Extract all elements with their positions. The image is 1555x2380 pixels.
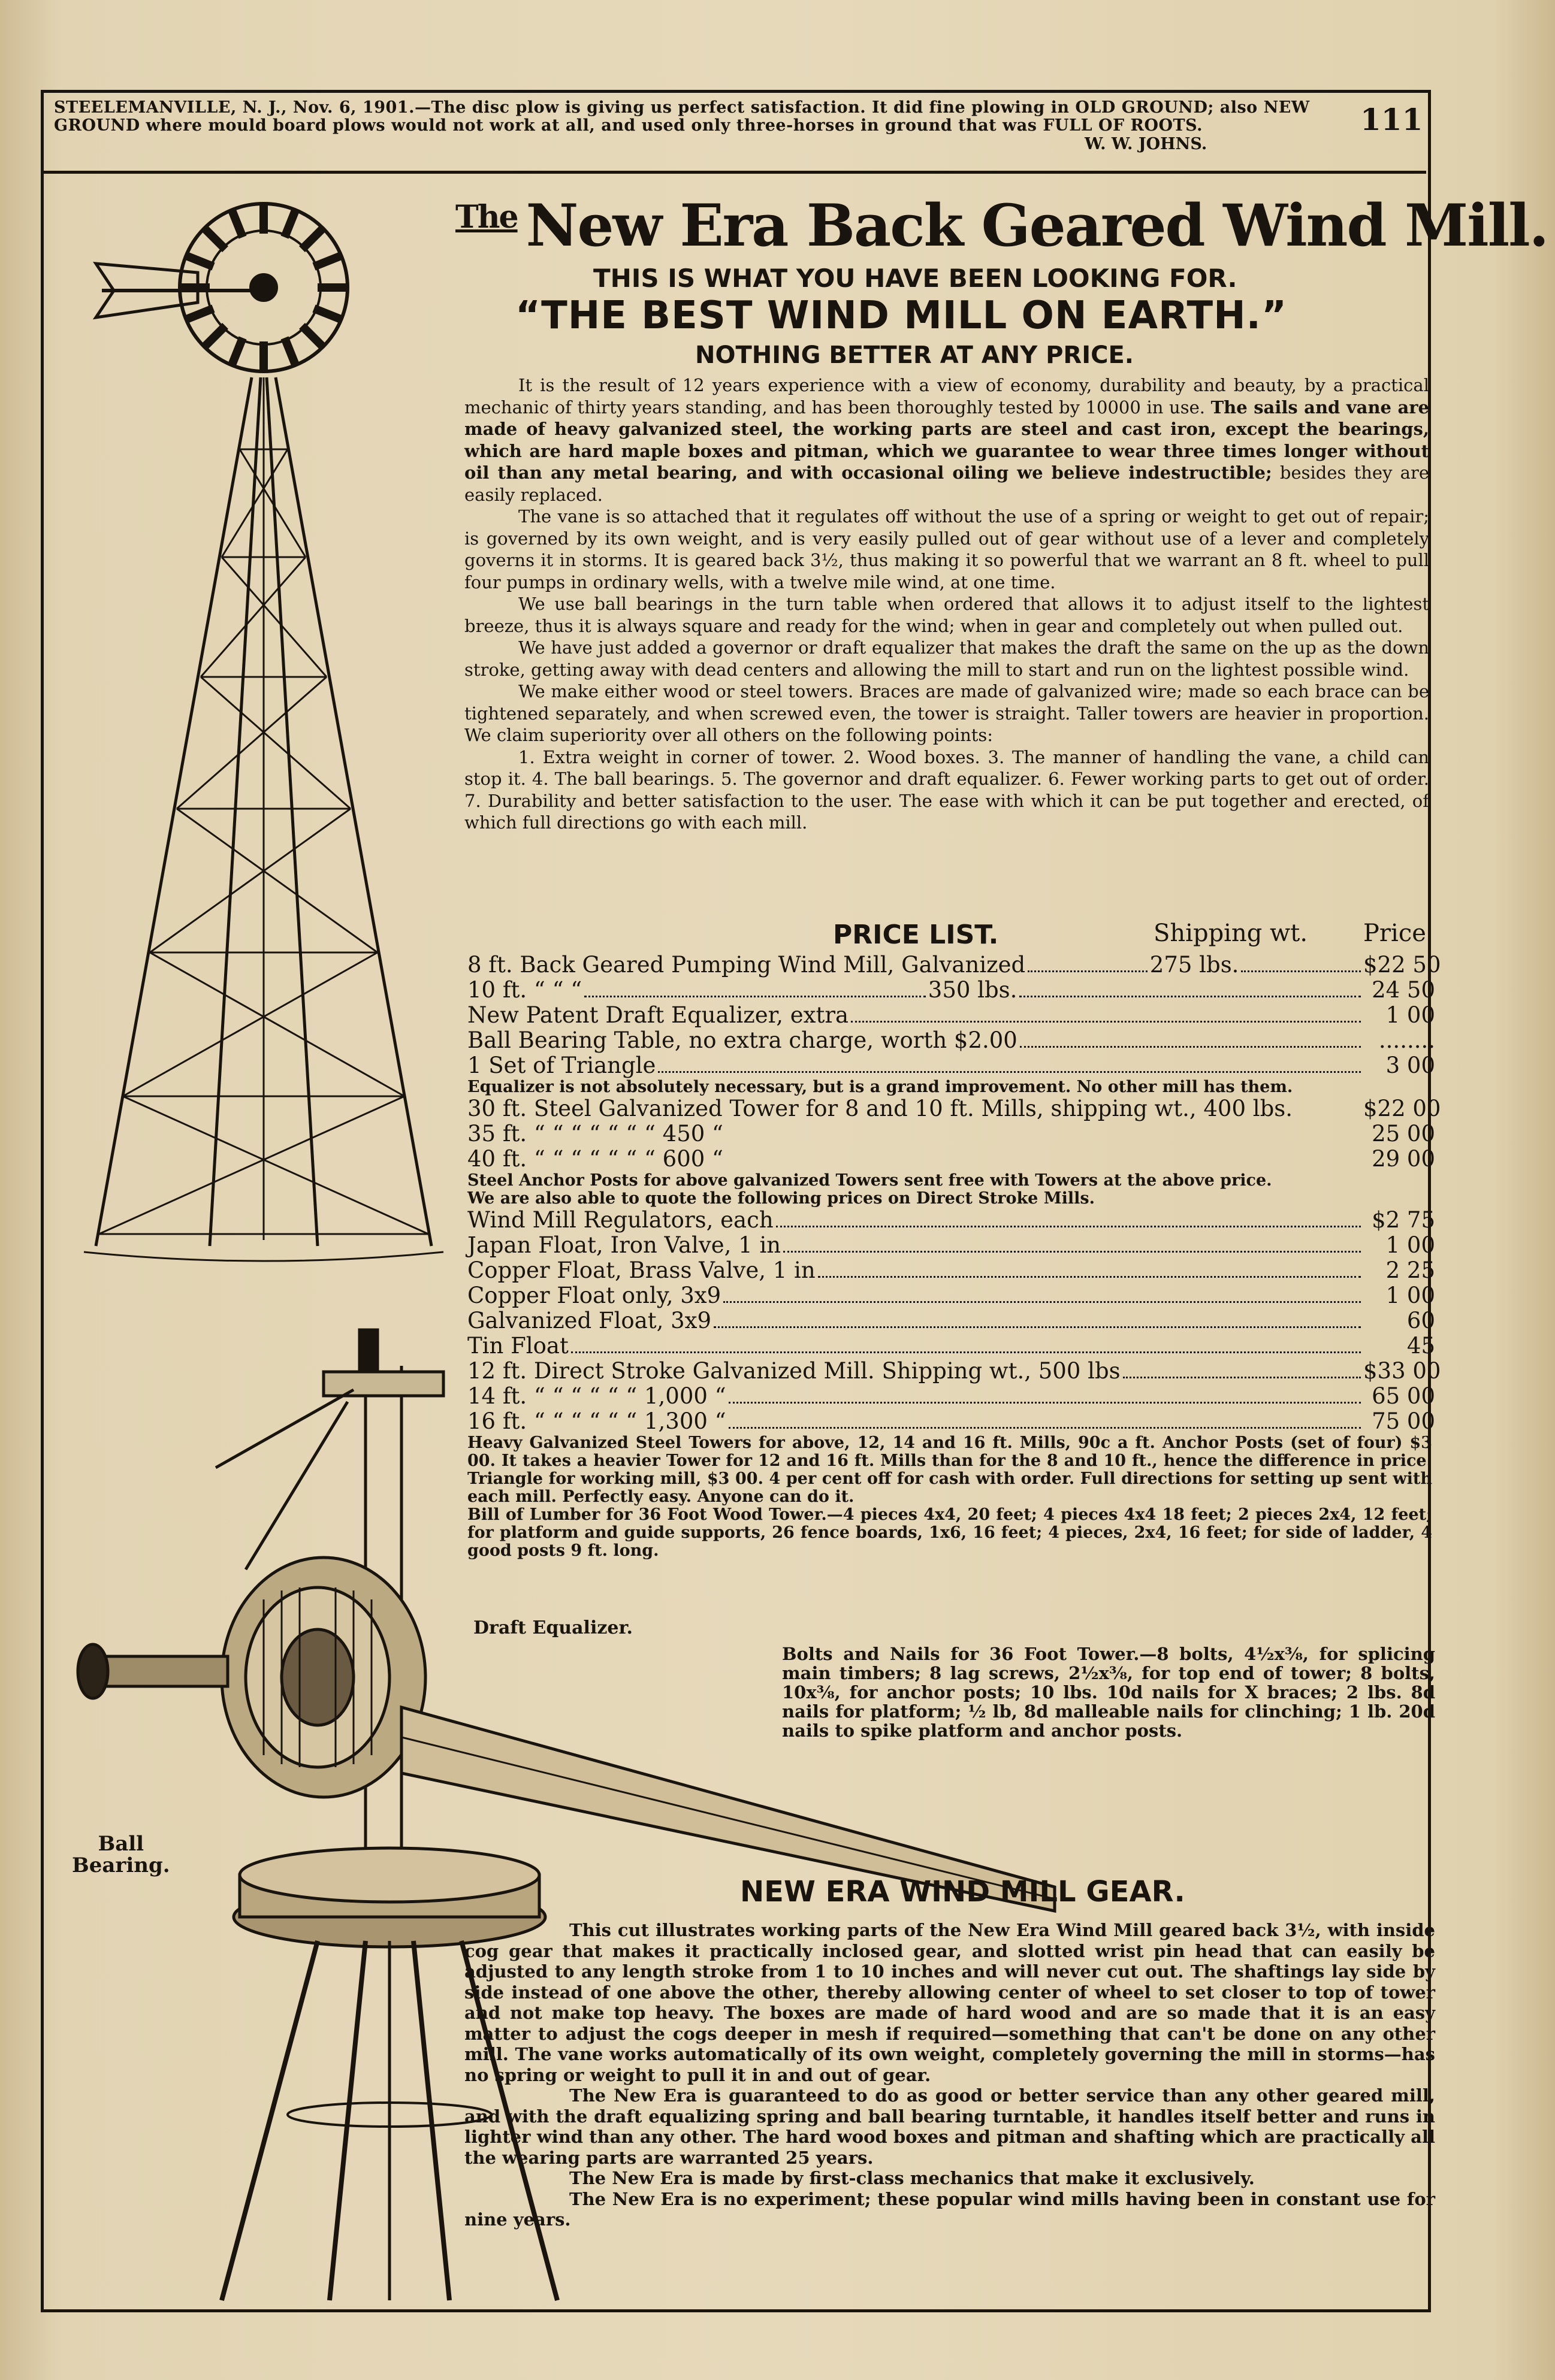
direct-stroke-note: We are also able to quote the following prices on Direct Stroke Mills.	[467, 1189, 1095, 1208]
accessory-row	[467, 1308, 1435, 1333]
accessory-amount: $2 75	[1372, 1207, 1435, 1233]
ball-caption-line1: Ball	[98, 1832, 144, 1856]
tower-amount: $22 00	[1363, 1096, 1441, 1121]
price-row	[467, 952, 1441, 978]
price-list	[467, 952, 1441, 1560]
price-desc: 8 ft. Back Geared Pumping Wind Mill, Galvanized	[467, 952, 1026, 978]
description-text	[464, 374, 1429, 834]
tower-row	[467, 1121, 1435, 1147]
subtitle-nothing-better: NOTHING BETTER AT ANY PRICE.	[695, 341, 1134, 369]
price-header: Price	[1363, 920, 1426, 947]
price-list-label: PRICE LIST.	[833, 920, 999, 950]
desc-p4: We have just added a governor or draft equalizer that makes the draft the same on the up as the down stroke, getting away with dead centers and allowing the mill to start and run on the lightest possible wind.	[464, 637, 1429, 680]
direct-stroke-row	[467, 1358, 1441, 1384]
windmill-illustration	[60, 198, 479, 1276]
draft-equalizer-caption: Draft Equalizer.	[473, 1617, 633, 1638]
tower-lattice	[84, 377, 443, 1261]
desc-p3: We use ball bearings in the turn table when ordered that allows it to adjust itself to the lightest breeze, thus it is always square and ready for the wind; when in gear and completely out when pulled out.	[464, 594, 1429, 636]
subtitle-best-wind-mill: “THE BEST WIND MILL ON EARTH.”	[515, 294, 1288, 338]
accessory-desc: Tin Float	[467, 1333, 569, 1359]
accessory-amount: 60	[1406, 1308, 1435, 1333]
ball-caption-line2: Bearing.	[72, 1853, 170, 1877]
price-desc: New Patent Draft Equalizer, extra	[467, 1002, 849, 1028]
price-amount: 3 00	[1385, 1053, 1435, 1078]
gear-p1: This cut illustrates working parts of the New Era Wind Mill geared back 3½, with inside cog gear that makes it practically inclosed gear, and slotted wrist pin head that can easily be adjusted to any length stroke from 1 to 10 inches and will never cut out. The shaftings lay side by side instead of one above the other, thereby allowing center of wheel to set closer to top of tower and not make top heavy. The boxes are made of hard wood and are so made that it is an easy matter to adjust the cogs deeper in mesh if required—something that can't be done on any other mill. The vane works automatically of its own weight, completely governing the mill in storms—has no spring or weight to pull it in and out of gear.	[464, 1920, 1435, 2085]
accessory-desc: Wind Mill Regulators, each	[467, 1207, 774, 1233]
gear-p4: The New Era is no experiment; these popular wind mills having been in constant use for nine years.	[464, 2188, 1435, 2230]
header-divider	[42, 171, 1426, 174]
desc-p1b: The sails and vane are made of heavy galvanized steel, the working parts are steel and cast iron, except the bearings, which are hard maple boxes and pitman, which we guarantee to wear three times longer without oil than any metal bearing, and with occasional oiling we believe indestructible;	[464, 397, 1430, 483]
gear-section-text	[464, 1920, 1435, 2230]
direct-stroke-amount: $33 00	[1363, 1358, 1441, 1384]
gear-p2: The New Era is guaranteed to do as good or better service than any other geared mill, and with the draft equalizing spring and ball bearing turntable, it handles itself better and runs in lighter wind than any other. The hard wood boxes and pitman and shafting which are practically all the wearing parts are warranted 25 years.	[464, 2085, 1435, 2168]
steel-towers-note: Heavy Galvanized Steel Towers for above, 12, 14 and 16 ft. Mills, 90c a ft. Anchor Posts (set of four) $3 00. It takes a heavier Tower for 12 and 16 ft. Mills than for the 8 and 10 ft., hence the difference in price. Triangle for working mill, $3 00. 4 per cent off for cash with order. Full directions for setting up sent with each mill. Perfectly easy. Anyone can do it.	[467, 1434, 1432, 1506]
direct-stroke-desc: 16 ft. “ “ “ “ “ “ 1,300 “	[467, 1408, 726, 1434]
testimonial-text: STEELEMANVILLE, N. J., Nov. 6, 1901.—The disc plow is giving us perfect satisfaction. It did fine plowing in OLD GROUND; also NEW GROUND where mould board plows would not work at all, and used only three-horses in ground that was FULL OF ROOTS.	[54, 98, 1310, 135]
price-ship: 275 lbs.	[1149, 952, 1239, 978]
accessory-amount: 2 25	[1385, 1257, 1435, 1283]
accessory-desc: Galvanized Float, 3x9	[467, 1308, 712, 1333]
price-row	[467, 1028, 1435, 1053]
accessory-desc: Copper Float only, 3x9	[467, 1283, 721, 1308]
desc-p6: 1. Extra weight in corner of tower. 2. Wood boxes. 3. The manner of handling the vane, a child can stop it. 4. The ball bearings. 5. The governor and draft equalizer. 6. Fewer working parts to get out of order. 7. Durability and better satisfaction to the user. The ease with which it can be put together and erected, of which full directions go with each mill.	[464, 746, 1429, 833]
price-desc: 10 ft. “ “ “	[467, 977, 582, 1003]
tower-row	[467, 1147, 1435, 1172]
price-amount: 1 00	[1385, 1002, 1435, 1028]
accessory-amount: 1 00	[1385, 1232, 1435, 1258]
desc-p5: We make either wood or steel towers. Braces are made of galvanized wire; made so each brace can be tightened separately, and when screwed even, the tower is straight. Taller towers are heavier in proportion. We claim superiority over all others on the following points:	[464, 681, 1429, 745]
accessory-row	[467, 1283, 1435, 1308]
direct-stroke-amount: 75 00	[1372, 1408, 1435, 1434]
accessory-row	[467, 1208, 1435, 1233]
direct-stroke-row	[467, 1384, 1435, 1409]
direct-stroke-row	[467, 1409, 1435, 1434]
tower-row	[467, 1096, 1441, 1121]
tower-amount: 25 00	[1372, 1121, 1435, 1147]
direct-stroke-amount: 65 00	[1372, 1383, 1435, 1409]
accessory-row	[467, 1258, 1435, 1283]
price-list-header	[464, 920, 1429, 949]
title-the: The	[455, 199, 518, 235]
price-desc: 1 Set of Triangle	[467, 1053, 656, 1078]
tower-desc: 40 ft. “ “ “ “ “ “ “ 600 “	[467, 1146, 723, 1172]
tower-desc: 35 ft. “ “ “ “ “ “ “ 450 “	[467, 1121, 723, 1147]
direct-stroke-desc: 14 ft. “ “ “ “ “ “ 1,000 “	[467, 1383, 726, 1409]
page-number: 111	[1360, 102, 1423, 137]
accessory-amount: 1 00	[1385, 1283, 1435, 1308]
equalizer-note: Equalizer is not absolutely necessary, but is a grand improvement. No other mill has them.	[467, 1078, 1293, 1096]
bill-of-lumber-note: Bill of Lumber for 36 Foot Wood Tower.—4 pieces 4x4, 20 feet; 4 pieces 4x4 18 feet; 2 pieces 2x4, 12 feet; for platform and guide supports, 26 fence boards, 1x6, 16 feet; 4 pieces, 2x4, 16 feet; for side of ladder, 4 good posts 9 ft. long.	[467, 1505, 1432, 1560]
price-row	[467, 978, 1435, 1003]
gear-wheel-icon	[222, 1558, 425, 1797]
price-desc: Ball Bearing Table, no extra charge, worth $2.00	[467, 1027, 1017, 1053]
desc-p1c: besides they are easily replaced.	[464, 462, 1429, 505]
shipping-weight-header: Shipping wt.	[1154, 920, 1308, 947]
ball-bearing-caption	[72, 1833, 170, 1876]
direct-stroke-desc: 12 ft. Direct Stroke Galvanized Mill. Shipping wt., 500 lbs	[467, 1358, 1121, 1384]
desc-p1: It is the result of 12 years experience with a view of economy, durability and beauty, by a practical mechanic of thirty years standing, and has been thoroughly tested by 10000 in use.	[464, 375, 1429, 418]
windmill-wheel-icon	[96, 204, 348, 371]
price-ship: 350 lbs.	[928, 977, 1017, 1003]
price-amount: 24 50	[1372, 977, 1436, 1003]
gear-section-title: NEW ERA WIND MILL GEAR.	[740, 1875, 1185, 1909]
page-title	[455, 192, 1548, 259]
anchor-posts-note: Steel Anchor Posts for above galvanized Towers sent free with Towers at the above price.	[467, 1171, 1272, 1190]
accessory-row	[467, 1233, 1435, 1258]
tower-amount: 29 00	[1372, 1146, 1435, 1172]
price-row	[467, 1053, 1435, 1078]
price-amount: ........	[1378, 1027, 1435, 1053]
title-main: New Era Back Geared Wind Mill.	[526, 192, 1548, 259]
accessory-row	[467, 1333, 1435, 1359]
tower-desc: 30 ft. Steel Galvanized Tower for 8 and 10 ft. Mills, shipping wt., 400 lbs.	[467, 1096, 1293, 1121]
gear-p3: The New Era is made by first-class mechanics that make it exclusively.	[569, 2168, 1255, 2188]
testimonial-signature: W. W. JOHNS.	[1085, 135, 1207, 153]
price-amount: $22 50	[1363, 952, 1441, 978]
accessory-amount: 45	[1406, 1333, 1435, 1359]
accessory-desc: Copper Float, Brass Valve, 1 in	[467, 1257, 816, 1283]
subtitle-looking-for: THIS IS WHAT YOU HAVE BEEN LOOKING FOR.	[593, 264, 1237, 293]
bolts-and-nails-text: Bolts and Nails for 36 Foot Tower.—8 bolts, 4½x⅜, for splicing main timbers; 8 lag screws, 2½x⅜, for top end of tower; 8 bolts, 10x⅜, for anchor posts; 10 lbs. 10d nails for X braces; 2 lbs. 8d nails for platform; ½ lb, 8d malleable nails for clinching; 1 lb. 20d nails to spike platform and anchor posts.	[782, 1644, 1435, 1741]
accessory-desc: Japan Float, Iron Valve, 1 in	[467, 1232, 781, 1258]
desc-p2: The vane is so attached that it regulates off without the use of a spring or weight to get out of repair; is governed by its own weight, and is very easily pulled out of gear without use of a lever and completely governs it in storms. It is geared back 3½, thus making it so powerful that we warrant an 8 ft. wheel to pull four pumps in ordinary wells, with a twelve mile wind, at one time.	[464, 506, 1429, 592]
price-row	[467, 1003, 1435, 1028]
